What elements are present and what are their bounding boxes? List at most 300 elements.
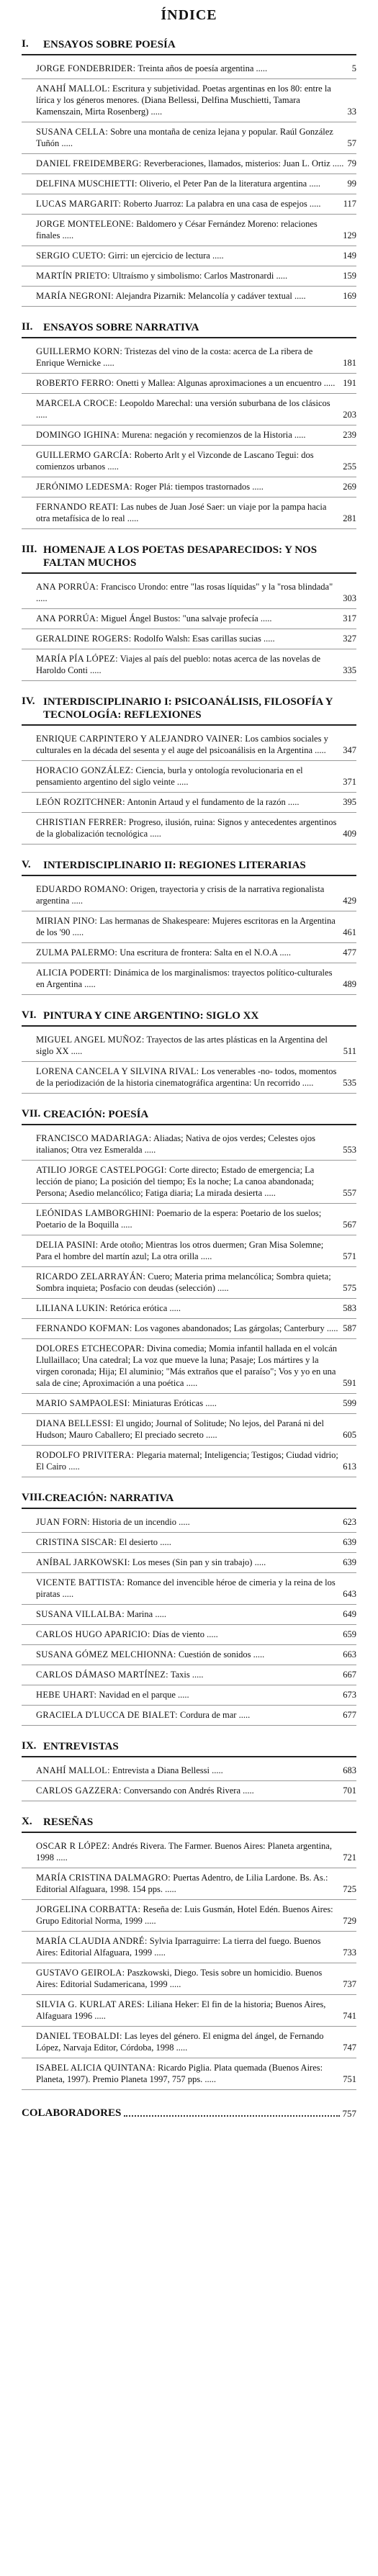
entry-page: 409 — [343, 829, 356, 839]
entry-row — [36, 1418, 356, 1441]
entry-text — [36, 1066, 341, 1089]
index-entry — [22, 287, 356, 307]
entry-title: Los meses (Sin pan y sin trabajo) — [132, 1557, 253, 1567]
entry-author: CARLOS GAZZERA: — [36, 1785, 122, 1796]
section-number: X. — [22, 1816, 32, 1827]
entry-row — [36, 581, 356, 604]
entry-author: HEBE UHART: — [36, 1690, 97, 1700]
entry-page: 535 — [343, 1078, 356, 1088]
entry-row — [36, 1066, 356, 1089]
entry-row — [36, 967, 356, 990]
index-entry — [22, 1235, 356, 1267]
entry-page: 591 — [343, 1378, 356, 1388]
entry-author: ENRIQUE CARPINTERO Y ALEJANDRO VAINER: — [36, 734, 243, 744]
entry-author: CARLOS DÁMASO MARTÍNEZ: — [36, 1670, 168, 1680]
leader-dots: ..... — [277, 947, 292, 958]
entry-title: Girri: un ejercicio de lectura — [108, 251, 210, 261]
entry-row — [36, 1449, 356, 1472]
index-entry — [22, 1267, 356, 1299]
entry-title: Las hermanas de Shakespeare: Mujeres escritoras en la Argentina de los '90 — [36, 916, 336, 937]
entry-author: MARÍA CLAUDIA ANDRÉ: — [36, 1936, 148, 1946]
entry-title: Paszkowski, Diego. Tesis sobre un homicidio. Buenos Aires: Editorial Sudamericana, 1999 — [36, 1968, 323, 1989]
section-rule — [22, 54, 356, 55]
entry-author: LUCAS MARGARIT: — [36, 199, 122, 209]
entry-author: GUILLERMO KORN: — [36, 346, 123, 356]
entry-text — [36, 1709, 341, 1721]
leader-dots: ..... — [307, 179, 320, 189]
index-entry — [22, 1553, 356, 1573]
entry-row — [36, 1164, 356, 1199]
section-rule — [22, 1508, 356, 1509]
entry-author: ROBERTO FERRO: — [36, 378, 114, 388]
entry-author: FRANCISCO MADARIAGA: — [36, 1133, 152, 1143]
entry-page: 663 — [343, 1649, 356, 1659]
leader-dots: ..... — [203, 1398, 217, 1408]
leader-dots: ..... — [300, 1078, 314, 1088]
entry-row — [36, 733, 356, 756]
entry-text — [36, 653, 341, 676]
entry-row — [36, 1629, 356, 1640]
leader-dots: ..... — [292, 430, 306, 440]
section-rule — [22, 1832, 356, 1833]
entry-page: 429 — [343, 896, 356, 906]
section-heading — [22, 1108, 356, 1121]
index-entry — [22, 1900, 356, 1932]
entry-text — [36, 218, 341, 241]
leader-dots: ..... — [167, 1303, 181, 1313]
entry-text — [36, 429, 341, 441]
leader-dots: ..... — [69, 896, 84, 906]
entry-text — [36, 501, 341, 524]
section-number: VIII. — [22, 1492, 45, 1503]
index-entry — [22, 154, 356, 174]
entry-page: 737 — [343, 1979, 356, 1989]
leader-dots: ..... — [215, 1283, 229, 1293]
entry-author: SUSANA VILLALBA: — [36, 1609, 125, 1619]
leader-dots: ..... — [321, 378, 336, 388]
index-section — [22, 544, 356, 681]
entry-page: 725 — [343, 1884, 356, 1894]
leader-dots: ..... — [210, 1765, 223, 1775]
entry-row — [36, 1999, 356, 2022]
entry-author: JORGE MONTELEONE: — [36, 219, 134, 229]
entry-row — [36, 198, 356, 210]
entry-title: Andrés Rivera. The Farmer. Buenos Aires: Planeta argentina, 1998 — [36, 1841, 332, 1863]
entry-text — [36, 1904, 341, 1927]
leader-dots: ..... — [253, 63, 268, 73]
entry-page: 733 — [343, 1947, 356, 1958]
entry-page: 673 — [343, 1690, 356, 1700]
entry-title: Onetti y Mallea: Algunas aproximaciones a un encuentro — [116, 378, 322, 388]
entry-text — [36, 1689, 341, 1701]
entry-page: 327 — [343, 634, 356, 644]
index-entry — [22, 194, 356, 215]
entry-text — [36, 967, 341, 990]
colaboradores-label: COLABORADORES — [22, 2107, 122, 2119]
index-entry — [22, 246, 356, 266]
entry-text — [36, 1557, 341, 1568]
entry-author: DANIEL FREIDEMBERG: — [36, 158, 142, 168]
entry-row — [36, 1132, 356, 1156]
entry-title: Una escritura de frontera: Salta en el N.O.A — [120, 947, 278, 958]
section-title: ENSAYOS SOBRE NARRATIVA — [43, 322, 199, 333]
index-entry — [22, 577, 356, 609]
entry-text — [36, 178, 346, 189]
entry-page: 129 — [343, 230, 356, 240]
entry-author: FERNANDO REATI: — [36, 502, 119, 512]
entry-author: DELFINA MUSCHIETTI: — [36, 179, 138, 189]
entry-title: Los cambios sociales y culturales en la década del sesenta y el auge del psicoanálisis en la Argentina — [36, 734, 328, 755]
entry-row — [36, 1536, 356, 1548]
entry-author: LORENA CANCELA Y SILVINA RIVAL: — [36, 1066, 199, 1076]
index-entry — [22, 1685, 356, 1706]
leader-dots: ..... — [202, 2074, 216, 2084]
leader-dots: ..... — [60, 230, 74, 240]
entry-text — [36, 1536, 341, 1548]
leader-dots: ..... — [125, 513, 139, 523]
entry-author: LEÓNIDAS LAMBORGHINI: — [36, 1208, 155, 1218]
entry-author: MARÍA CRISTINA DALMAGRO: — [36, 1873, 171, 1883]
entry-text — [36, 1608, 341, 1620]
leader-dots: ..... — [101, 358, 114, 368]
entry-page: 159 — [343, 271, 356, 281]
section-title: RESEÑAS — [43, 1816, 94, 1828]
index-entry — [22, 1963, 356, 1995]
entry-row — [36, 178, 356, 189]
entry-title: Puertas Adentro, de Lilia Lardone. Bs. As.: Editorial Alfaguara, 1998. 154 pps. — [36, 1873, 328, 1894]
section-title: PINTURA Y CINE ARGENTINO: SIGLO XX — [43, 1010, 259, 1022]
entry-text — [36, 2062, 341, 2085]
entry-row — [36, 346, 356, 369]
leader-dots: ..... — [163, 1884, 176, 1894]
section-heading — [22, 321, 356, 334]
entry-text — [36, 1323, 341, 1334]
index-section — [22, 1009, 356, 1094]
index-entry — [22, 911, 356, 943]
index-entry — [22, 880, 356, 911]
entry-row — [36, 449, 356, 472]
entry-author: JORGELINA CORBATTA: — [36, 1904, 141, 1914]
leader-dots: ..... — [66, 1462, 80, 1472]
entry-row — [36, 1608, 356, 1620]
entry-title: Roger Plá: tiempos trastornados — [135, 482, 251, 492]
section-number: IV. — [22, 695, 35, 707]
entry-row — [36, 1323, 356, 1334]
index-entry — [22, 497, 356, 529]
index-entry — [22, 1706, 356, 1726]
entry-title: Cordura de mar — [180, 1710, 237, 1720]
index-entry — [22, 1761, 356, 1781]
entry-page: 239 — [343, 430, 356, 440]
colaboradores-page: 757 — [342, 2108, 356, 2119]
leader-dots: ..... — [210, 251, 224, 261]
entry-page: 677 — [343, 1710, 356, 1720]
leader-dots: ..... — [142, 1916, 156, 1926]
leader-dots: ..... — [54, 1852, 68, 1863]
entry-text — [36, 1207, 341, 1230]
entry-row — [36, 1935, 356, 1958]
leader-dots: ..... — [158, 1537, 171, 1547]
entry-page: 575 — [343, 1283, 356, 1293]
entry-text — [36, 633, 341, 644]
entry-author: MARIO SAMPAOLESI: — [36, 1398, 130, 1408]
leader-dots: ..... — [250, 482, 264, 492]
section-title: ENTREVISTAS — [43, 1741, 119, 1752]
leader-dots: ..... — [118, 1220, 132, 1230]
entry-row — [36, 2062, 356, 2085]
entry-row — [36, 653, 356, 676]
entry-row — [36, 1271, 356, 1294]
entry-title: Francisco Urondo: entre "las rosas líquidas" y la "rosa blindada" — [101, 582, 333, 592]
entry-author: FERNANDO KOFMAN: — [36, 1323, 132, 1333]
entry-author: ISABEL ALICIA QUINTANA: — [36, 2063, 156, 2073]
entry-page: 303 — [343, 593, 356, 603]
entry-text — [36, 270, 341, 282]
entry-row — [36, 377, 356, 389]
entry-author: GERALDINE ROGERS: — [36, 634, 132, 644]
index-section — [22, 1740, 356, 1801]
entry-page: 639 — [343, 1557, 356, 1567]
entry-text — [36, 581, 341, 604]
entry-text — [36, 1164, 341, 1199]
entry-page: 605 — [343, 1430, 356, 1440]
entry-row — [36, 429, 356, 441]
entry-page: 269 — [343, 482, 356, 492]
index-entry — [22, 1299, 356, 1319]
index-entry — [22, 1605, 356, 1625]
entry-author: ANAHÍ MALLOL: — [36, 84, 110, 94]
entry-page: 149 — [343, 251, 356, 261]
leader-dots: ..... — [70, 927, 84, 937]
entry-text — [36, 1397, 341, 1409]
entry-page: 489 — [343, 979, 356, 989]
leader-dots: ..... — [174, 2043, 188, 2053]
entry-row — [36, 1765, 356, 1776]
entry-author: RODOLFO PRIVITERA: — [36, 1450, 135, 1460]
index-section — [22, 859, 356, 995]
entry-page: 117 — [343, 199, 356, 209]
entry-author: GUILLERMO GARCÍA: — [36, 450, 132, 460]
leader-dots: ..... — [189, 1670, 204, 1680]
index-entry — [22, 609, 356, 629]
leader-dots: ..... — [285, 797, 300, 807]
leader-dots: ..... — [236, 1710, 251, 1720]
index-entry — [22, 1932, 356, 1963]
index-section — [22, 1492, 356, 1726]
entry-row — [36, 883, 356, 906]
leader-dots: ..... — [251, 1649, 265, 1659]
section-heading — [22, 1740, 356, 1753]
entry-text — [36, 1840, 341, 1863]
entry-page: 683 — [343, 1765, 356, 1775]
entry-title: Arde otoño; Mientras los otros duermen; Gran Misa Solemne; Para el hombre del martín azul; La otra orilla — [36, 1240, 324, 1261]
entry-page: 583 — [343, 1303, 356, 1313]
entry-row — [36, 1689, 356, 1701]
entry-text — [36, 1034, 341, 1057]
entry-title: Retórica erótica — [109, 1303, 168, 1313]
entry-author: GUSTAVO GEIROLA: — [36, 1968, 125, 1978]
entry-page: 395 — [343, 797, 356, 807]
entry-text — [36, 1577, 341, 1600]
entry-text — [36, 1516, 341, 1528]
entry-title: Roberto Arlt y el Vizconde de Lascano Tegui: dos comienzos urbanos — [36, 450, 314, 472]
entry-row — [36, 63, 356, 74]
leader-dots: ..... — [152, 1947, 166, 1958]
index-entry — [22, 446, 356, 477]
entry-text — [36, 1302, 341, 1314]
entry-text — [36, 947, 341, 958]
section-heading — [22, 1816, 356, 1829]
entry-title: Reverberaciones, llamados, misterios: Juan L. Ortiz — [143, 158, 330, 168]
leader-dots: ..... — [92, 2011, 106, 2021]
entry-page: 721 — [343, 1852, 356, 1863]
entry-author: DOLORES ETCHECOPAR: — [36, 1343, 145, 1354]
entry-text — [36, 1999, 341, 2022]
entry-page: 649 — [343, 1609, 356, 1619]
leader-dots: ..... — [148, 829, 161, 839]
entry-text — [36, 1765, 341, 1776]
entry-page: 639 — [343, 1537, 356, 1547]
index-entry — [22, 1781, 356, 1801]
entry-text — [36, 915, 341, 938]
section-number: VI. — [22, 1009, 37, 1021]
index-entry — [22, 1030, 356, 1062]
entry-page: 557 — [343, 1188, 356, 1198]
entry-text — [36, 1418, 341, 1441]
entry-page: 751 — [343, 2074, 356, 2084]
index-entry — [22, 963, 356, 995]
entry-text — [36, 126, 346, 149]
index-entry — [22, 1204, 356, 1235]
section-heading — [22, 38, 356, 51]
index-entry — [22, 1394, 356, 1414]
entry-title: Oliverio, el Peter Pan de la literatura argentina — [139, 179, 307, 189]
section-title: CREACIÓN: NARRATIVA — [45, 1492, 174, 1504]
entry-title: Poemario de la espera: Poetario de los suelos; Poetario de la Boquilla — [36, 1208, 322, 1230]
entry-row — [36, 1669, 356, 1680]
entry-author: JUAN FORN: — [36, 1517, 90, 1527]
entry-text — [36, 1629, 341, 1640]
index-entry — [22, 649, 356, 681]
entry-text — [36, 1669, 341, 1680]
entry-row — [36, 481, 356, 492]
entry-title: Leopoldo Marechal: una versión suburbana de los clásicos — [120, 398, 330, 408]
entry-row — [36, 1516, 356, 1528]
entry-title: Tristezas del vino de la costa: acerca de La ribera de Enrique Wernicke — [36, 346, 313, 368]
leader-dots: ..... — [258, 613, 272, 623]
index-section — [22, 38, 356, 307]
entry-row — [36, 270, 356, 282]
entry-page: 477 — [343, 947, 356, 958]
index-entry — [22, 1665, 356, 1685]
entry-text — [36, 1449, 341, 1472]
leader-dots: ..... — [167, 1979, 181, 1989]
entry-title: Los vagones abandonados; Las gárgolas; Canterbury — [134, 1323, 325, 1333]
index-entry — [22, 1513, 356, 1533]
leader-dots: ..... — [60, 1589, 74, 1599]
entry-title: Historia de un incendio — [92, 1517, 177, 1527]
entry-author: HORACIO GONZÁLEZ: — [36, 765, 134, 775]
index-entry — [22, 1837, 356, 1868]
entry-text — [36, 816, 341, 839]
section-number: I. — [22, 38, 29, 50]
index-entry — [22, 1868, 356, 1900]
leader-dots: ..... — [87, 665, 102, 675]
entry-row — [36, 397, 356, 420]
entry-page: 571 — [343, 1251, 356, 1261]
entry-title: Alejandra Pizarnik: Melancolía y cadáver textual — [115, 291, 292, 301]
entry-page: 511 — [343, 1046, 356, 1056]
entry-page: 169 — [343, 291, 356, 301]
leader-dots: ..... — [153, 1609, 166, 1619]
index-entry — [22, 394, 356, 425]
entry-row — [36, 1302, 356, 1314]
section-rule — [22, 724, 356, 726]
index-entry — [22, 342, 356, 374]
index-entry — [22, 1062, 356, 1094]
entry-page: 729 — [343, 1916, 356, 1926]
entry-title: Ricardo Piglia. Plata quemada (Buenos Aires: Planeta, 1997). Premio Planeta 1997, 757 pps. — [36, 2063, 323, 2084]
entry-row — [36, 83, 356, 117]
entry-row — [36, 501, 356, 524]
index-entry — [22, 425, 356, 446]
entry-title: Ciencia, burla y ontología revolucionaria en el pensamiento argentino del siglo veinte — [36, 765, 303, 787]
entry-text — [36, 613, 341, 624]
entry-title: Corte directo; Estado de emergencia; La lección de piano; La posición del tiempo; Es la noche; La canoa abandonada; Persona; Asedio melancólico; Fatiga diaria; La mirada desierta — [36, 1165, 315, 1198]
entry-row — [36, 816, 356, 839]
entry-page: 281 — [343, 513, 356, 523]
leader-dots: ..... — [292, 291, 306, 301]
entry-text — [36, 765, 341, 788]
index-entry — [22, 1533, 356, 1553]
leader-dots: ..... — [307, 199, 321, 209]
entry-author: MIRIAN PINO: — [36, 916, 98, 926]
leader-dots: ..... — [105, 461, 119, 472]
entry-page: 371 — [343, 777, 356, 787]
entry-page: 659 — [343, 1629, 356, 1639]
entry-title: Taxis — [170, 1670, 190, 1680]
leader-dots: ..... — [204, 1629, 218, 1639]
entry-text — [36, 733, 341, 756]
entry-text — [36, 1935, 341, 1958]
index-entry — [22, 59, 356, 79]
entry-text — [36, 883, 341, 906]
entry-page: 701 — [343, 1785, 356, 1796]
entry-title: Marina — [127, 1609, 153, 1619]
entry-title: Origen, trayectoria y crisis de la narrativa regionalista argentina — [36, 884, 325, 906]
entry-page: 461 — [343, 927, 356, 937]
entry-row — [36, 765, 356, 788]
entry-page: 567 — [343, 1220, 356, 1230]
entry-title: Reseña de: Luis Gusmán, Hotel Edén. Buenos Aires: Grupo Editorial Norma, 1999 — [36, 1904, 333, 1926]
index-entry — [22, 1414, 356, 1446]
leader-dots: ..... — [174, 777, 189, 787]
section-rule — [22, 572, 356, 574]
entry-author: CHRISTIAN FERRER: — [36, 817, 127, 827]
entry-page: 643 — [343, 1589, 356, 1599]
entry-title: Aliadas; Nativa de ojos verdes; Celestes ojos italianos; Otra vez Esmeralda — [36, 1133, 315, 1155]
leader-dots: ..... — [330, 158, 344, 168]
entry-title: Sobre una montaña de ceniza lejana y popular. Raúl González Tuñón — [36, 127, 333, 148]
entry-text — [36, 198, 341, 210]
entry-title: Conversando con Andrés Rivera — [123, 1785, 240, 1796]
entry-text — [36, 1785, 341, 1796]
entry-author: SERGIO CUETO: — [36, 251, 107, 261]
leader-dots: ..... — [240, 1785, 254, 1796]
entry-author: ALICIA PODERTI: — [36, 968, 112, 978]
entry-page: 57 — [347, 138, 356, 148]
entry-page: 191 — [343, 378, 356, 388]
